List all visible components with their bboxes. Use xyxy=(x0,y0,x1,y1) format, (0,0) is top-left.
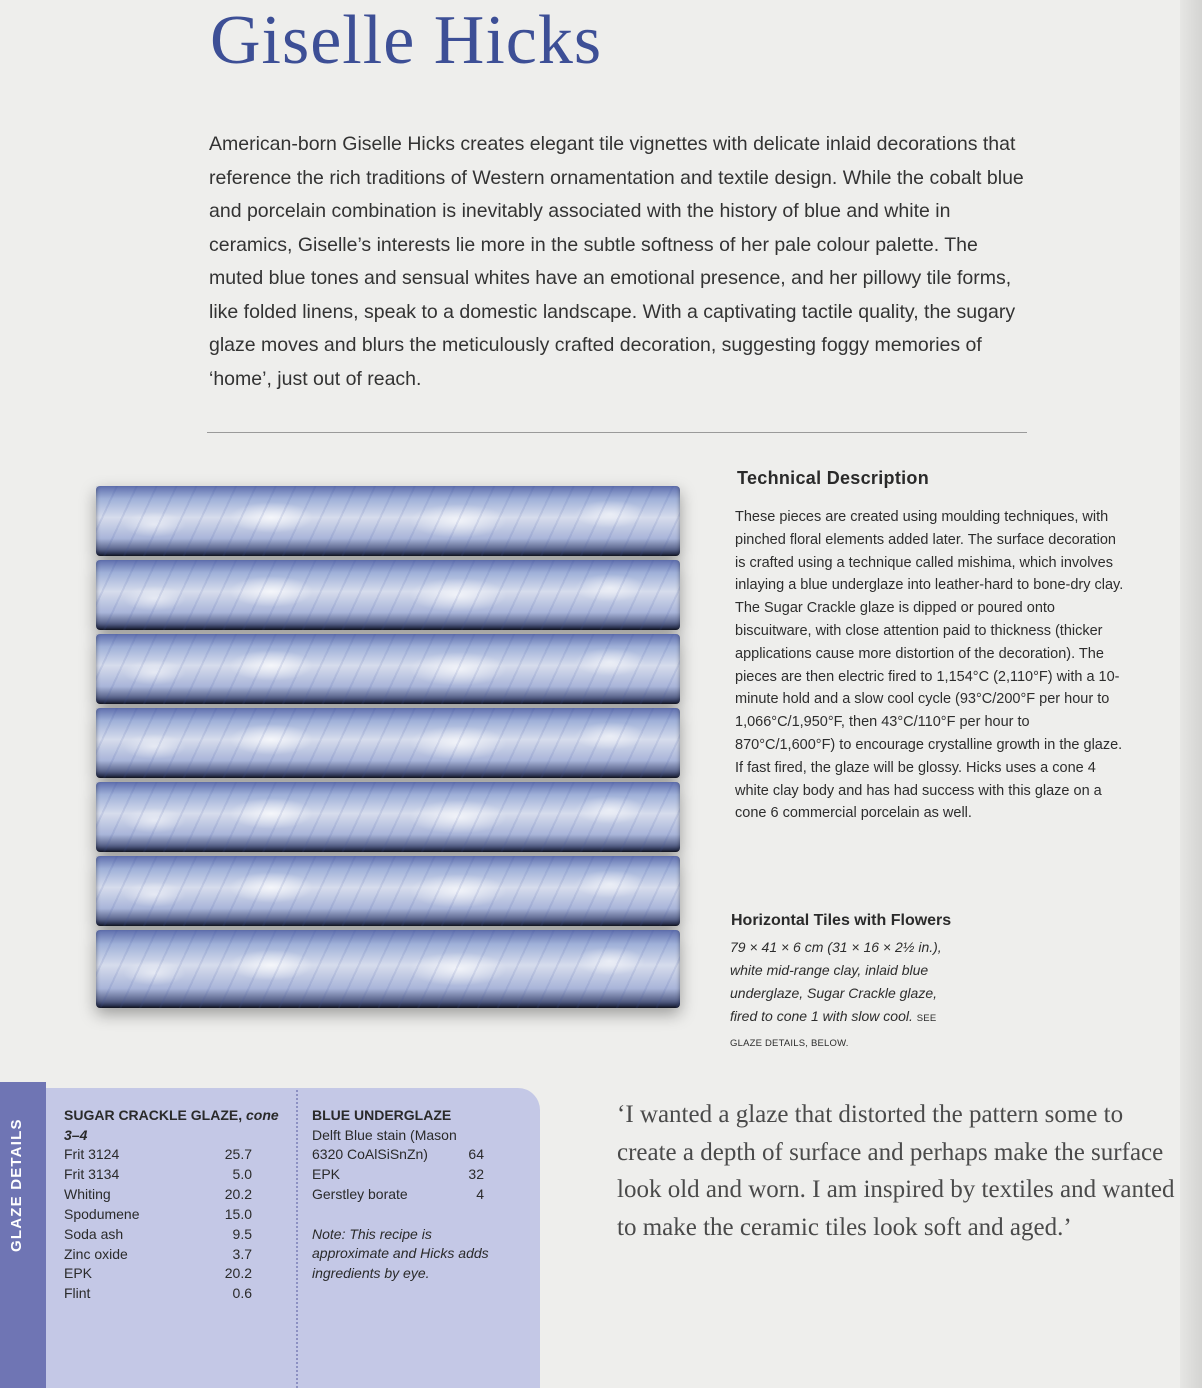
ingredient-name: 6320 CoAlSiSnZn) xyxy=(312,1146,428,1162)
section-divider xyxy=(207,432,1027,433)
ingredient-amount: 15.0 xyxy=(224,1205,252,1222)
ingredient-amount: 3.7 xyxy=(232,1245,252,1262)
ingredient-name: Spodumene xyxy=(64,1205,140,1222)
artwork-photo-tiles xyxy=(96,484,680,1012)
ingredient-name: Gerstley borate xyxy=(312,1185,408,1202)
tile-row xyxy=(96,782,680,852)
ingredient-name: Frit 3134 xyxy=(64,1165,120,1182)
ingredient-amount: 5.0 xyxy=(232,1165,252,1182)
artwork-caption-title: Horizontal Tiles with Flowers xyxy=(731,912,952,929)
ingredient-row xyxy=(312,1145,492,1165)
ingredient-row xyxy=(64,1284,288,1304)
artist-quote: ‘I wanted a glaze that distorted the pattern some to create a depth of surface and perhaps make the surface look old and worn. I am inspired by textiles and wanted to make the ceramic tiles look soft and aged.’ xyxy=(617,1101,1175,1241)
tile-row xyxy=(96,634,680,704)
ingredient-name: Whiting xyxy=(64,1185,111,1202)
ingredient-amount: 4 xyxy=(476,1185,484,1202)
sugar-crackle-recipe xyxy=(64,1105,288,1304)
technical-description-heading: Technical Description xyxy=(737,468,930,488)
ingredient-name: EPK xyxy=(312,1165,341,1182)
ingredient-row xyxy=(64,1145,288,1165)
ingredient-amount: 20.2 xyxy=(224,1185,252,1202)
ingredient-amount: 64 xyxy=(468,1146,484,1162)
blue-underglaze-heading: BLUE UNDERGLAZE xyxy=(312,1107,452,1123)
ingredient-name: Zinc oxide xyxy=(64,1245,128,1262)
sugar-crackle-ingredient-list xyxy=(64,1145,288,1304)
caption-see-glaze-note: SEE GLAZE DETAILS, BELOW. xyxy=(730,1013,937,1049)
ingredient-name: Soda ash xyxy=(64,1225,124,1242)
ingredient-amount: 32 xyxy=(468,1165,484,1182)
tile-row xyxy=(96,708,680,778)
ingredient-row xyxy=(312,1185,492,1205)
blue-underglaze-stain-line: Delft Blue stain (Mason xyxy=(312,1127,457,1143)
glaze-details-label: GLAZE DETAILS xyxy=(8,1118,25,1252)
tile-row xyxy=(96,856,680,926)
tile-row xyxy=(96,486,680,556)
blue-underglaze-recipe xyxy=(312,1105,492,1297)
ingredient-row xyxy=(64,1264,288,1284)
blue-underglaze-ingredient-list xyxy=(312,1165,492,1205)
artwork-caption-body xyxy=(730,936,960,1055)
ingredient-name: EPK xyxy=(64,1265,93,1282)
ingredient-amount: 0.6 xyxy=(232,1285,252,1302)
ingredient-amount: 20.2 xyxy=(224,1265,252,1282)
sugar-crackle-title: SUGAR CRACKLE GLAZE, xyxy=(64,1107,243,1123)
ingredient-row xyxy=(64,1205,288,1225)
ingredient-row xyxy=(64,1245,288,1265)
ingredient-row xyxy=(64,1185,288,1205)
intro-paragraph: American-born Giselle Hicks creates elegant tile vignettes with delicate inlaid decorations that reference the rich traditions of Western ornamentation and textile design. While the cobalt blue and porcelain combination is inevitably associated with the history of blue and white in ceramics, Giselle’s interests lie more in the subtle softness of her pale colour palette. The muted blue tones and sensual whites have an emotional presence, and her pillowy tile forms, like folded linens, speak to a domestic landscape. With a captivating tactile quality, the sugary glaze moves and blurs the meticulously crafted decoration, suggesting foggy memories of ‘home’, just out of reach. xyxy=(209,133,1024,390)
ingredient-amount: 9.5 xyxy=(232,1225,252,1242)
technical-description-body: These pieces are created using moulding techniques, with pinched floral elements added later. The surface decoration is crafted using a technique called mishima, which involves inlaying a blue underglaze into leather-hard to bone-dry clay. The Sugar Crackle glaze is dipped or poured onto biscuitware, with close attention paid to thickness (thicker applications cause more distortion of the decoration). The pieces are then electric fired to 1,154°C (2,110°F) with a 10-minute hold and a slow cool cycle (93°C/200°F per hour to 1,066°C/1,950°F, then 43°C/110°F per hour to 870°C/1,600°F) to encourage crystalline growth in the glaze. If fast fired, the glaze will be glossy. Hicks uses a cone 4 white clay body and has had success with this glaze on a cone 6 commercial porcelain as well. xyxy=(735,509,1124,822)
ingredient-row xyxy=(312,1165,492,1185)
ingredient-name: Frit 3124 xyxy=(64,1146,120,1162)
ingredient-row xyxy=(64,1225,288,1245)
ingredient-amount: 25.7 xyxy=(224,1146,252,1162)
sugar-crackle-heading xyxy=(64,1105,288,1145)
sugar-crackle-cone: cone 3–4 xyxy=(64,1107,279,1143)
ingredient-name: Flint xyxy=(64,1285,91,1302)
page-title: Giselle Hicks xyxy=(210,2,603,79)
glaze-column-divider xyxy=(296,1090,298,1388)
artwork-caption-text: 79 × 41 × 6 cm (31 × 16 × 2½ in.), white mid-range clay, inlaid blue underglaze, Sugar Crackle glaze, fired to cone 1 with slow cool. xyxy=(730,939,942,1024)
tile-row xyxy=(96,930,680,1008)
ingredient-row xyxy=(64,1165,288,1185)
tile-row xyxy=(96,560,680,630)
recipe-note: Note: This recipe is approximate and Hicks adds ingredients by eye. xyxy=(312,1225,489,1281)
